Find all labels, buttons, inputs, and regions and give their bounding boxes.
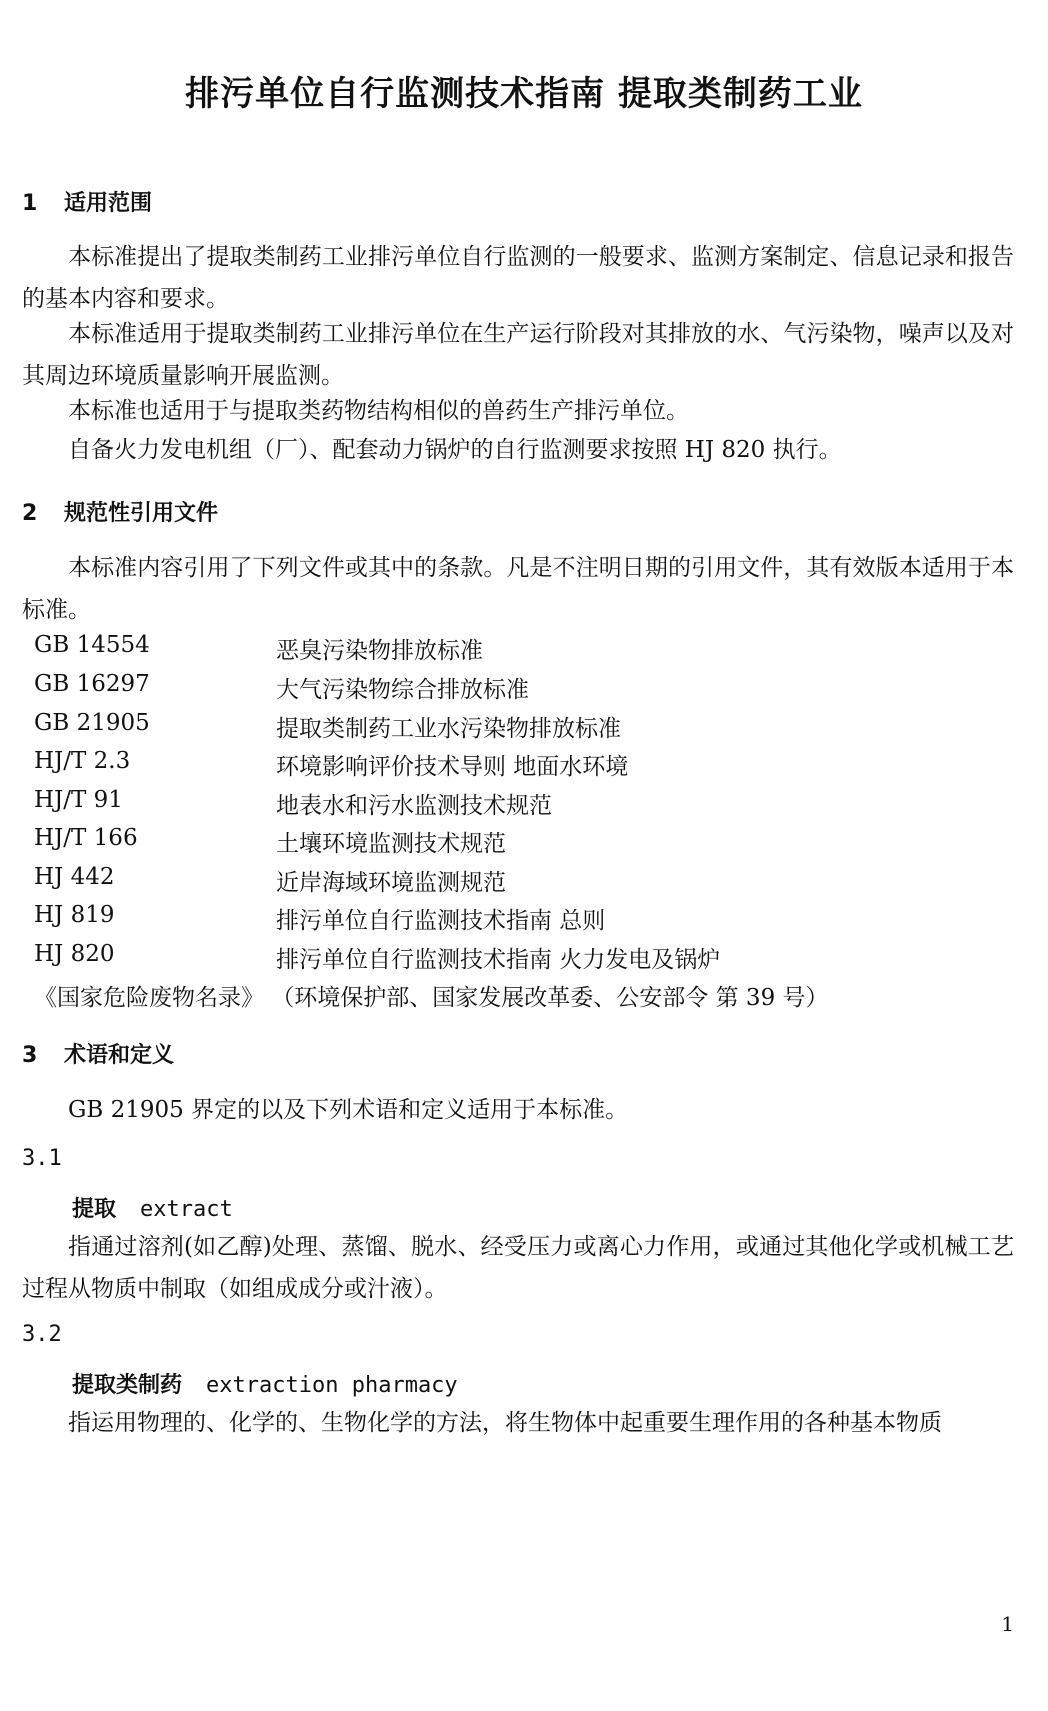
section-title: 术语和定义: [64, 1043, 175, 1068]
ref-code: GB 16297: [34, 671, 150, 697]
section-number: 2: [22, 501, 38, 526]
term-heading: [72, 1192, 233, 1223]
ref-title: 排污单位自行监测技术指南 总则: [276, 908, 606, 934]
section-title: 规范性引用文件: [64, 501, 219, 526]
section-number: 1: [22, 191, 38, 216]
term-en: extraction pharmacy: [206, 1373, 458, 1398]
paragraph: 本标准适用于提取类制药工业排污单位在生产运行阶段对其排放的水、气污染物，噪声以及对其周边环境质量影响开展监测。: [22, 321, 1014, 389]
paragraph: 本标准提出了提取类制药工业排污单位自行监测的一般要求、监测方案制定、信息记录和报告的基本内容和要求。: [22, 244, 1014, 312]
ref-code: HJ/T 2.3: [34, 748, 131, 774]
ref-title: 环境影响评价技术导则 地面水环境: [276, 754, 629, 780]
paragraph: 本标准也适用于与提取类药物结构相似的兽药生产排污单位。: [68, 398, 689, 424]
paragraph: 本标准内容引用了下列文件或其中的条款。凡是不注明日期的引用文件，其有效版本适用于本标准。: [22, 555, 1014, 623]
ref-code: HJ/T 91: [34, 787, 123, 813]
term-zh: 提取: [72, 1197, 117, 1222]
term-en: extract: [140, 1197, 233, 1222]
ref-code: GB 14554: [34, 632, 150, 658]
page-number: 1: [1001, 1612, 1014, 1636]
ref-title: 近岸海域环境监测规范: [276, 870, 506, 896]
term-zh: 提取类制药: [72, 1373, 183, 1398]
term-number: 3.1: [22, 1146, 62, 1171]
ref-title: 土壤环境监测技术规范: [276, 831, 506, 857]
ref-code: HJ 820: [34, 941, 115, 967]
paragraph: GB 21905 界定的以及下列术语和定义适用于本标准。: [68, 1097, 629, 1123]
term-heading: [72, 1368, 458, 1399]
section-2-heading: [22, 496, 218, 527]
section-1-heading: [22, 186, 152, 217]
ref-title: 恶臭污染物排放标准: [276, 638, 483, 664]
section-3-heading: [22, 1038, 174, 1069]
ref-title: 提取类制药工业水污染物排放标准: [276, 716, 621, 742]
ref-code: GB 21905: [34, 710, 150, 736]
term-definition: 指运用物理的、化学的、生物化学的方法，将生物体中起重要生理作用的各种基本物质: [68, 1410, 942, 1436]
ref-title: 排污单位自行监测技术指南 火力发电及锅炉: [276, 947, 721, 973]
document-title: 排污单位自行监测技术指南 提取类制药工业: [185, 74, 863, 114]
paragraph: 自备火力发电机组（厂）、配套动力锅炉的自行监测要求按照 HJ 820 执行。: [68, 437, 842, 463]
ref-title: 大气污染物综合排放标准: [276, 677, 529, 703]
term-number: 3.2: [22, 1322, 62, 1347]
ref-code: HJ 442: [34, 864, 115, 890]
section-title: 适用范围: [64, 191, 153, 216]
ref-full: 《国家危险废物名录》 （环境保护部、国家发展改革委、公安部令 第 39 号）: [34, 985, 829, 1011]
ref-code: HJ/T 166: [34, 825, 138, 851]
ref-title: 地表水和污水监测技术规范: [276, 793, 552, 819]
ref-code: HJ 819: [34, 902, 115, 928]
section-number: 3: [22, 1043, 38, 1068]
term-definition: 指通过溶剂(如乙醇)处理、蒸馏、脱水、经受压力或离心力作用，或通过其他化学或机械工艺过程从物质中制取（如组成成分或汁液）。: [22, 1234, 1014, 1302]
